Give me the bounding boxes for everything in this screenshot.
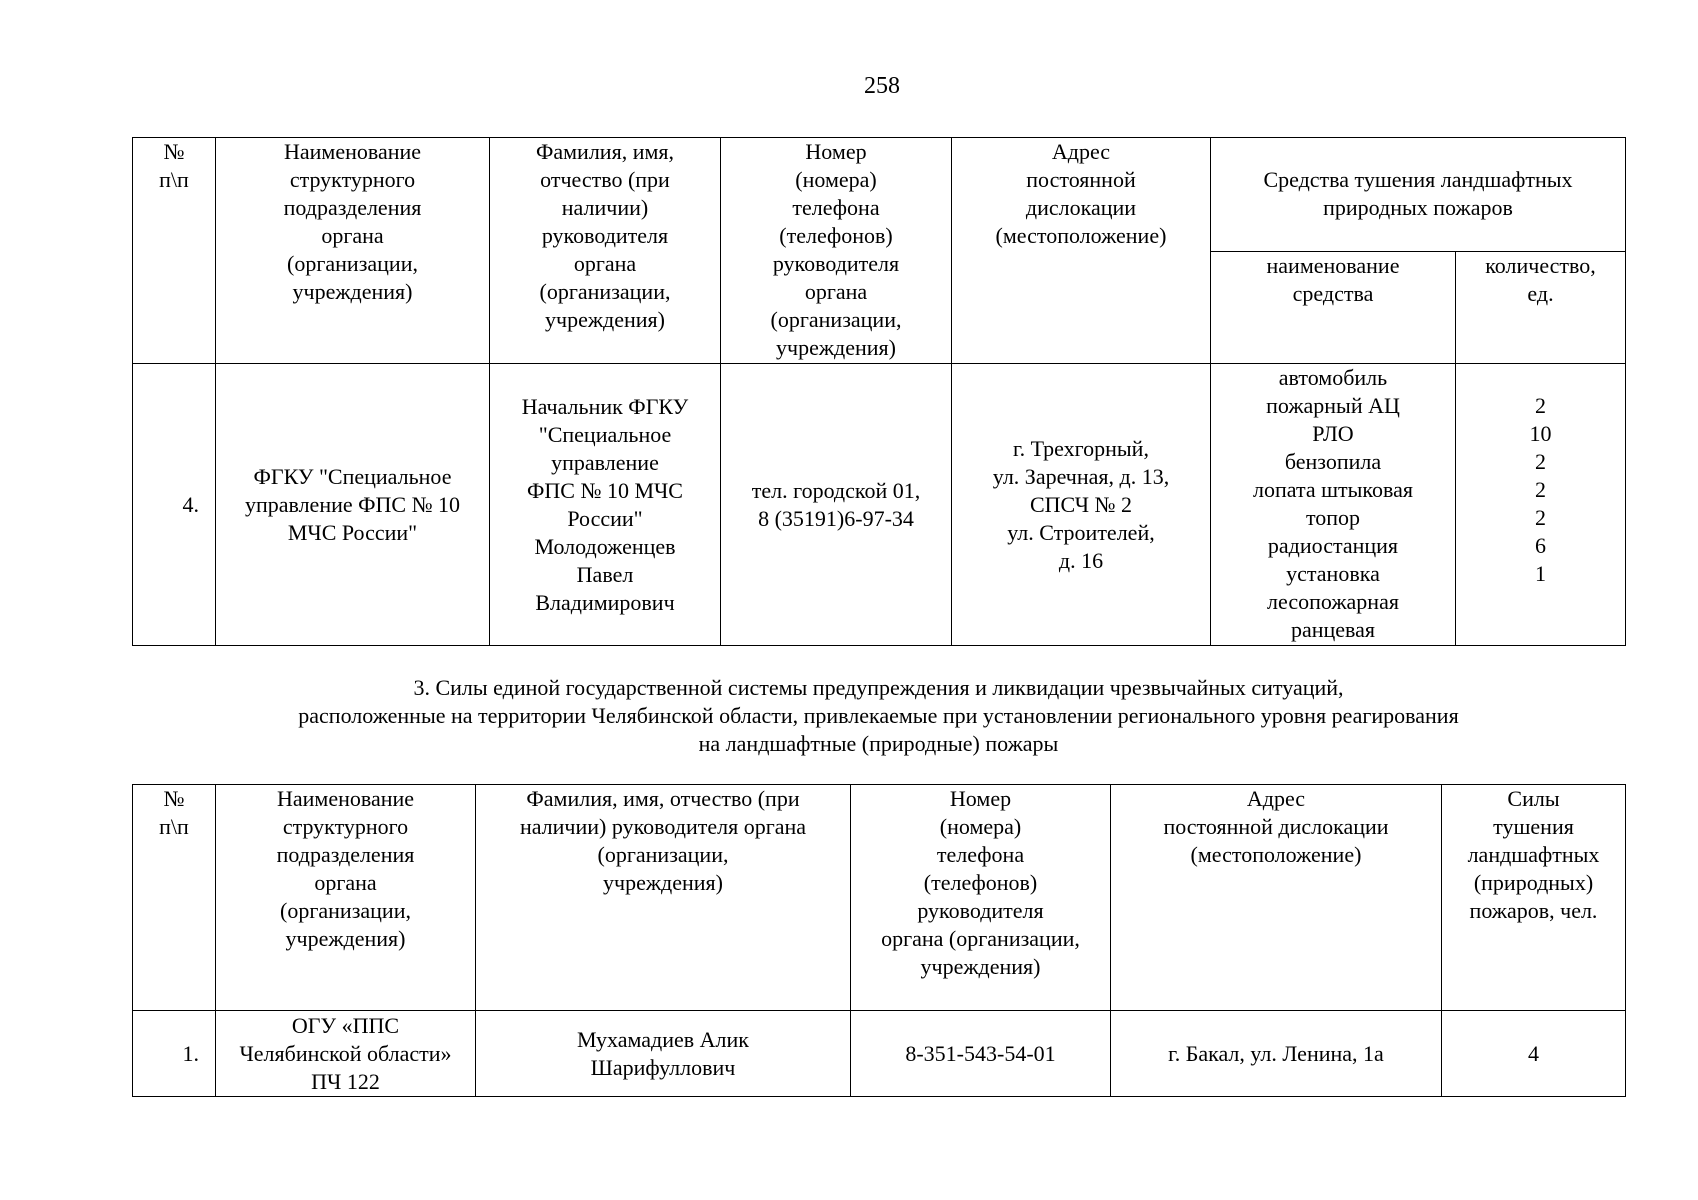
header-head-name: Фамилия, имя, отчество (при наличии) руководителя органа (организации, учреждения): [490, 138, 721, 364]
row-unit-name: ОГУ «ППС Челябинской области» ПЧ 122: [216, 1011, 476, 1097]
header-address: Адрес постоянной дислокации (местоположение): [1111, 785, 1442, 1011]
header-head-name: Фамилия, имя, отчество (при наличии) руководителя органа (организации, учреждения): [476, 785, 851, 1011]
row-unit-name: ФГКУ "Специальное управление ФПС № 10 МЧС России": [216, 364, 490, 646]
table-landscape-fire-means: [132, 137, 1626, 646]
table-row: [133, 1011, 1626, 1097]
row-address: г. Трехгорный, ул. Заречная, д. 13, СПСЧ № 2 ул. Строителей, д. 16: [952, 364, 1211, 646]
header-means-qty: количество, ед.: [1456, 252, 1626, 364]
header-unit-name: Наименование структурного подразделения органа (организации, учреждения): [216, 785, 476, 1011]
table-row: [133, 364, 1626, 646]
row-num: 1.: [133, 1011, 216, 1097]
header-num: № п\п: [133, 785, 216, 1011]
header-means-group: Средства тушения ландшафтных природных пожаров: [1211, 138, 1626, 252]
row-num: 4.: [133, 364, 216, 646]
row-means-qty: 2 10 2 2 2 6 1: [1456, 364, 1626, 646]
page-number: 258: [864, 73, 900, 99]
header-num: № п\п: [133, 138, 216, 364]
header-means-name: наименование средства: [1211, 252, 1456, 364]
header-phone: Номер (номера) телефона (телефонов) руководителя органа (организации, учреждения): [851, 785, 1111, 1011]
row-head-name: Мухамадиев Алик Шарифуллович: [476, 1011, 851, 1097]
row-phone: 8-351-543-54-01: [851, 1011, 1111, 1097]
table-header-row: [133, 785, 1626, 1011]
row-forces: 4: [1442, 1011, 1626, 1097]
header-address: Адрес постоянной дислокации (местоположение): [952, 138, 1211, 364]
table-rschs-forces: [132, 784, 1626, 1097]
header-phone: Номер (номера) телефона (телефонов) руководителя органа (организации, учреждения): [721, 138, 952, 364]
row-phone: тел. городской 01, 8 (35191)6-97-34: [721, 364, 952, 646]
row-address: г. Бакал, ул. Ленина, 1а: [1111, 1011, 1442, 1097]
header-unit-name: Наименование структурного подразделения органа (организации, учреждения): [216, 138, 490, 364]
row-head-name: Начальник ФГКУ "Специальное управление ФПС № 10 МЧС России" Молодоженцев Павел Владимирович: [490, 364, 721, 646]
row-means-names: автомобиль пожарный АЦ РЛО бензопила лопата штыковая топор радиостанция установка лесопожарная ранцевая: [1211, 364, 1456, 646]
section-caption: 3. Силы единой государственной системы предупреждения и ликвидации чрезвычайных ситуаций, расположенные на территории Челябинской области, привлекаемые при установлении регионального уровня реагирования на ландшафтные (природные) пожары: [298, 675, 1459, 756]
header-forces: Силы тушения ландшафтных (природных) пожаров, чел.: [1442, 785, 1626, 1011]
table-header-row: [133, 138, 1626, 252]
